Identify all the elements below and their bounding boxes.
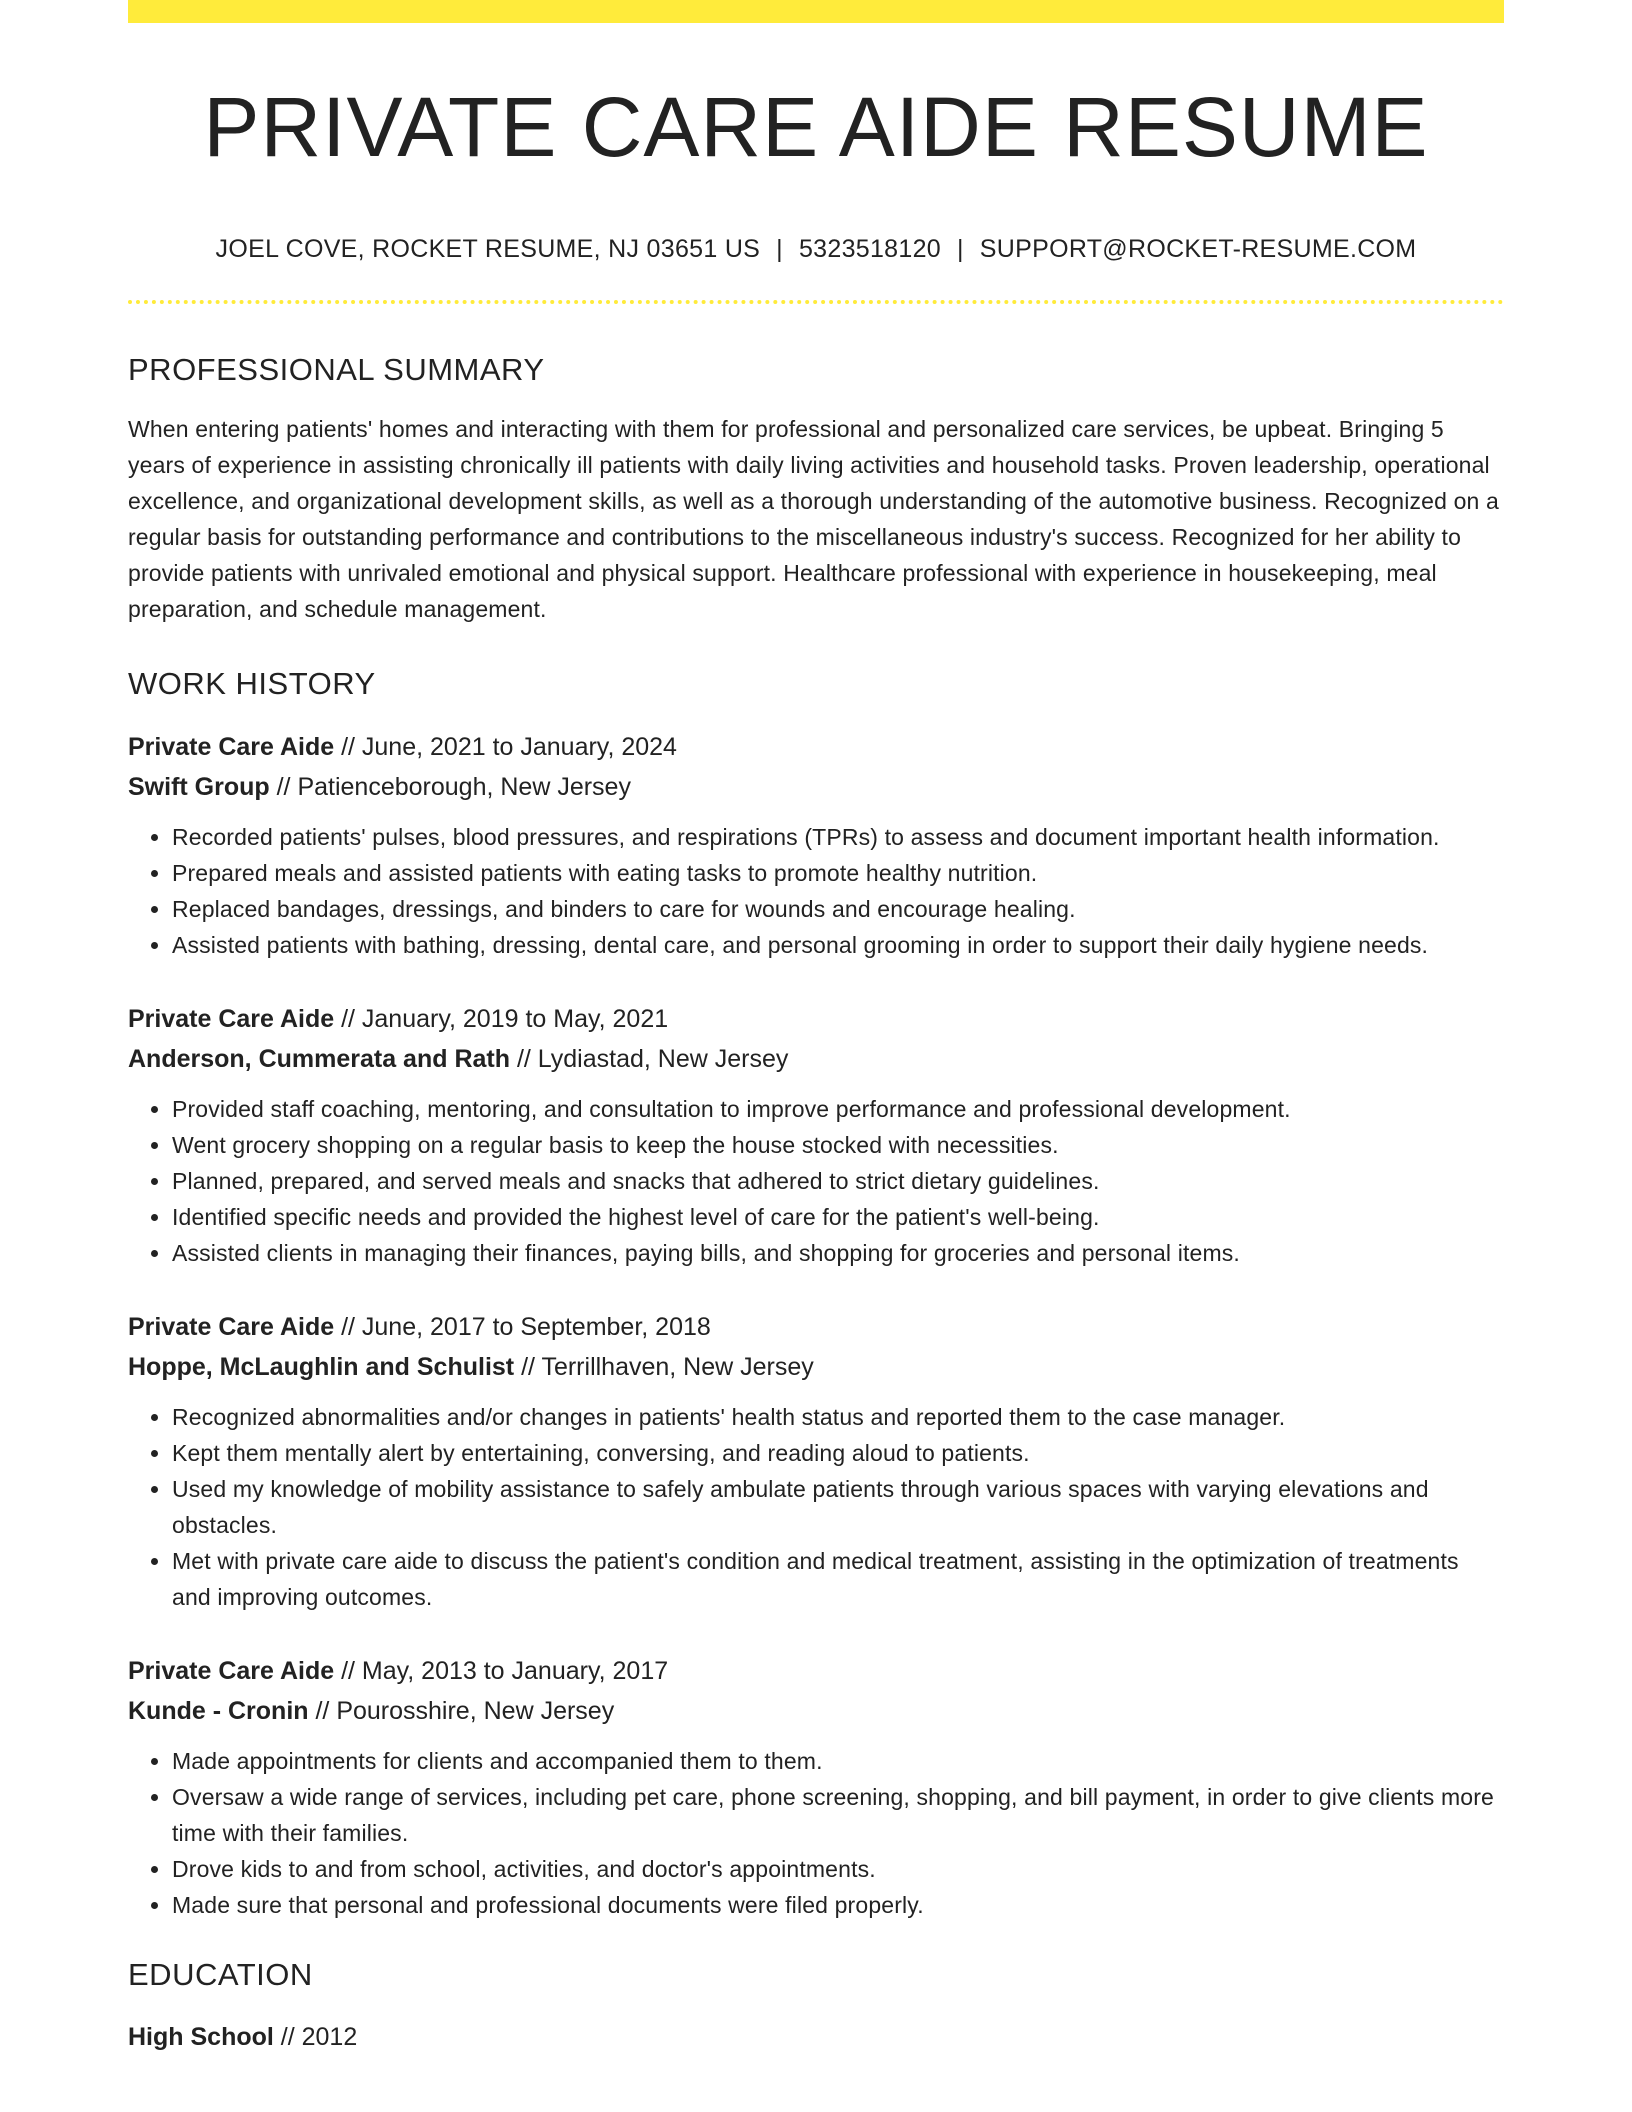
job-company-line — [128, 1347, 1504, 1387]
duty-item: • Replaced bandages, dressings, and binders to care for wounds and encourage healing. — [172, 891, 1504, 927]
job-location: // Lydiastad, New Jersey — [510, 1045, 789, 1073]
duty-item: • Planned, prepared, and served meals and snacks that adhered to strict dietary guidelines. — [172, 1163, 1504, 1199]
duty-item: • Used my knowledge of mobility assistance to safely ambulate patients through various spaces with varying elevations and obstacles. — [172, 1471, 1504, 1543]
job-location: // Patienceborough, New Jersey — [269, 773, 631, 801]
job-duties-list — [128, 1743, 1504, 1923]
job-title-line — [128, 1651, 1504, 1691]
duty-item: • Oversaw a wide range of services, including pet care, phone screening, shopping, and bill payment, in order to give clients more time with their families. — [172, 1779, 1504, 1851]
duty-item: • Recognized abnormalities and/or changes in patients' health status and reported them to the case manager. — [172, 1399, 1504, 1435]
job-entry — [128, 999, 1504, 1271]
summary-text: When entering patients' homes and interacting with them for professional and personalized care services, be upbeat. Bringing 5 years of experience in assisting chronically ill patients with daily living activities and household tasks. Proven leadership, operational excellence, and organizational development skills, as well as a thorough understanding of the automotive business. Recognized on a regular basis for outstanding performance and contributions to the miscellaneous industry's success. Recognized for her ability to provide patients with unrivaled emotional and physical support. Healthcare professional with experience in housekeeping, meal preparation, and schedule management. — [128, 416, 1499, 622]
accent-top-bar — [128, 0, 1504, 23]
resume-title: PRIVATE CARE AIDE RESUME — [203, 80, 1429, 174]
job-title-line — [128, 727, 1504, 767]
job-company: Anderson, Cummerata and Rath — [128, 1045, 511, 1073]
job-company-line — [128, 1691, 1504, 1731]
job-company: Kunde - Cronin — [128, 1697, 309, 1725]
duty-item: • Recorded patients' pulses, blood pressures, and respirations (TPRs) to assess and document important health information. — [172, 819, 1504, 855]
job-location: // Pourosshire, New Jersey — [308, 1697, 615, 1725]
work-history-heading: WORK HISTORY — [128, 666, 376, 701]
duty-item: • Met with private care aide to discuss the patient's condition and medical treatment, assisting in the optimization of treatments and improving outcomes. — [172, 1543, 1504, 1615]
education-degree: High School — [128, 2023, 274, 2051]
summary-heading: PROFESSIONAL SUMMARY — [128, 352, 545, 387]
duty-item: • Made sure that personal and professional documents were filed properly. — [172, 1887, 1504, 1923]
job-duties-list — [128, 819, 1504, 963]
job-dates: // May, 2013 to January, 2017 — [334, 1657, 669, 1685]
contact-line — [128, 237, 1504, 262]
duty-item: • Assisted patients with bathing, dressing, dental care, and personal grooming in order to support their daily hygiene needs. — [172, 927, 1504, 963]
education-year: // 2012 — [273, 2023, 358, 2051]
job-entry — [128, 1307, 1504, 1615]
job-dates: // June, 2017 to September, 2018 — [334, 1313, 711, 1341]
job-dates: // June, 2021 to January, 2024 — [334, 733, 677, 761]
job-title: Private Care Aide — [128, 733, 335, 761]
duty-item: • Identified specific needs and provided the highest level of care for the patient's well-being. — [172, 1199, 1504, 1235]
dotted-divider — [128, 300, 1504, 304]
duty-item: • Went grocery shopping on a regular basis to keep the house stocked with necessities. — [172, 1127, 1504, 1163]
duty-item: • Made appointments for clients and accompanied them to them. — [172, 1743, 1504, 1779]
resume-page — [128, 0, 1504, 2057]
job-company: Hoppe, McLaughlin and Schulist — [128, 1353, 515, 1381]
contact-separator: | — [957, 235, 964, 263]
job-title: Private Care Aide — [128, 1657, 335, 1685]
job-entry — [128, 1651, 1504, 1923]
education-entry — [128, 2017, 1504, 2057]
contact-address: JOEL COVE, ROCKET RESUME, NJ 03651 US — [215, 235, 761, 263]
contact-email: SUPPORT@ROCKET-RESUME.COM — [979, 235, 1417, 263]
job-entry — [128, 727, 1504, 963]
contact-separator: | — [776, 235, 783, 263]
job-company-line — [128, 767, 1504, 807]
job-title-line — [128, 999, 1504, 1039]
job-location: // Terrillhaven, New Jersey — [514, 1353, 814, 1381]
job-title: Private Care Aide — [128, 1005, 335, 1033]
duty-item: • Drove kids to and from school, activities, and doctor's appointments. — [172, 1851, 1504, 1887]
contact-phone: 5323518120 — [798, 235, 941, 263]
duty-item: • Kept them mentally alert by entertaining, conversing, and reading aloud to patients. — [172, 1435, 1504, 1471]
job-company-line — [128, 1039, 1504, 1079]
job-title-line — [128, 1307, 1504, 1347]
job-company: Swift Group — [128, 773, 270, 801]
job-duties-list — [128, 1091, 1504, 1271]
job-duties-list — [128, 1399, 1504, 1615]
job-dates: // January, 2019 to May, 2021 — [334, 1005, 669, 1033]
duty-item: • Prepared meals and assisted patients with eating tasks to promote healthy nutrition. — [172, 855, 1504, 891]
duty-item: • Assisted clients in managing their finances, paying bills, and shopping for groceries and personal items. — [172, 1235, 1504, 1271]
education-heading: EDUCATION — [128, 1957, 313, 1992]
duty-item: • Provided staff coaching, mentoring, and consultation to improve performance and professional development. — [172, 1091, 1504, 1127]
job-title: Private Care Aide — [128, 1313, 335, 1341]
